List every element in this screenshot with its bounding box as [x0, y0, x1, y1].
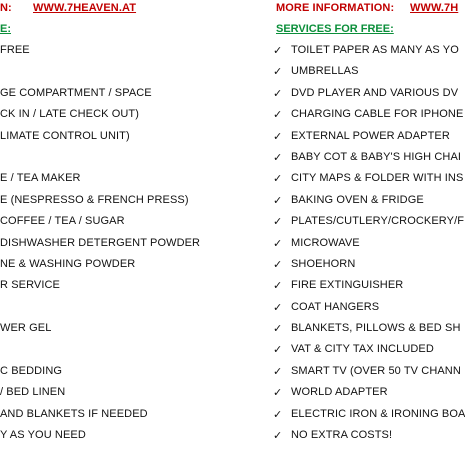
list-item: FREE [0, 44, 30, 56]
left-info-label: N: [0, 2, 12, 14]
list-item [273, 339, 450, 360]
list-item [273, 275, 450, 296]
checkmark-icon: ✓ [273, 236, 283, 250]
list-item-label: TOILET PAPER AS MANY AS YO [291, 44, 459, 56]
list-item: NE & WASHING POWDER [0, 257, 136, 270]
list-item [273, 361, 461, 382]
list-item: CK IN / LATE CHECK OUT) [0, 108, 139, 121]
list-item-label: WORLD ADAPTER [291, 386, 388, 399]
checkmark-icon: ✓ [273, 343, 283, 357]
checkmark-icon: ✓ [273, 386, 283, 400]
checkmark-icon: ✓ [273, 129, 283, 143]
list-item-label: BABY COT & BABY'S HIGH CHAI [291, 150, 462, 163]
checkmark-icon: ✓ [273, 300, 283, 314]
right-website-link[interactable]: WWW.7H [410, 2, 459, 14]
checkmark-icon: ✓ [273, 322, 283, 336]
left-amenity-list [0, 40, 262, 446]
list-item: COFFEE / TEA / SUGAR [0, 215, 125, 228]
list-item: E (NESPRESSO & FRENCH PRESS) [0, 193, 189, 206]
list-item: DISHWASHER DETERGENT POWDER [0, 236, 201, 249]
list-item-label: BAKING OVEN & FRIDGE [291, 193, 424, 206]
list-item [273, 83, 459, 104]
list-item: GE COMPARTMENT / SPACE [0, 86, 152, 99]
list-item [0, 297, 262, 318]
list-item: LIMATE CONTROL UNIT) [0, 129, 130, 142]
list-item-label: BLANKETS, PILLOWS & BED SH [291, 322, 461, 335]
list-item [273, 61, 450, 82]
checkmark-icon: ✓ [273, 215, 283, 229]
list-item-label: MICROWAVE [291, 236, 360, 249]
list-item-label: DVD PLAYER AND VARIOUS DV [291, 86, 459, 99]
list-item [273, 104, 464, 125]
list-item-label: NO EXTRA COSTS! [291, 429, 393, 442]
list-item: E / TEA MAKER [0, 172, 81, 185]
list-item [273, 404, 465, 425]
checkmark-icon: ✓ [273, 65, 283, 79]
list-item-label: EXTERNAL POWER ADAPTER [291, 129, 450, 142]
list-item [273, 190, 450, 211]
checkmark-icon: ✓ [273, 257, 283, 271]
checkmark-icon: ✓ [273, 150, 283, 164]
checkmark-icon: ✓ [273, 279, 283, 293]
checkmark-icon: ✓ [273, 172, 283, 186]
list-item [273, 147, 462, 168]
left-section-subtitle: E: [0, 23, 11, 35]
list-item [273, 254, 450, 275]
checkmark-icon: ✓ [273, 429, 283, 443]
list-item [273, 318, 461, 339]
list-item [273, 211, 465, 232]
right-column [273, 0, 465, 450]
list-item: C BEDDING [0, 364, 63, 377]
list-item-label: COAT HANGERS [291, 300, 380, 313]
list-item [273, 425, 450, 446]
list-item [0, 339, 262, 360]
list-item-label: FIRE EXTINGUISHER [291, 279, 404, 292]
left-website-link[interactable]: WWW.7HEAVEN.AT [33, 2, 137, 14]
list-item-label: SHOEHORN [291, 257, 356, 270]
list-item-label: UMBRELLAS [291, 65, 359, 78]
list-item [0, 61, 262, 82]
list-item-label: SMART TV (OVER 50 TV CHANN [291, 364, 461, 377]
list-item [273, 168, 464, 189]
list-item [273, 297, 450, 318]
checkmark-icon: ✓ [273, 407, 283, 421]
checkmark-icon: ✓ [273, 86, 283, 100]
list-item: / BED LINEN [0, 386, 66, 399]
checkmark-icon: ✓ [273, 108, 283, 122]
checkmark-icon: ✓ [273, 364, 283, 378]
list-item-label: CHARGING CABLE FOR IPHONE [291, 108, 464, 121]
list-item [273, 40, 459, 61]
list-item-label: CITY MAPS & FOLDER WITH INS [291, 172, 464, 185]
left-header [0, 2, 262, 18]
list-item: R SERVICE [0, 279, 60, 292]
list-item-label: PLATES/CUTLERY/CROCKERY/F [291, 215, 465, 228]
list-item-label: VAT & CITY TAX INCLUDED [291, 343, 434, 356]
free-services-list [273, 40, 465, 446]
right-section-subtitle: SERVICES FOR FREE: [276, 23, 394, 35]
list-item: AND BLANKETS IF NEEDED [0, 407, 148, 420]
right-header [273, 2, 459, 18]
list-item [273, 382, 450, 403]
right-info-label: MORE INFORMATION: [276, 2, 395, 14]
checkmark-icon: ✓ [273, 193, 283, 207]
list-item [273, 126, 450, 147]
list-item [273, 233, 450, 254]
list-item: WER GEL [0, 322, 52, 335]
list-item [0, 147, 262, 168]
list-item-label: ELECTRIC IRON & IRONING BOA [291, 407, 465, 420]
checkmark-icon: ✓ [273, 44, 283, 57]
list-item: Y AS YOU NEED [0, 429, 86, 442]
